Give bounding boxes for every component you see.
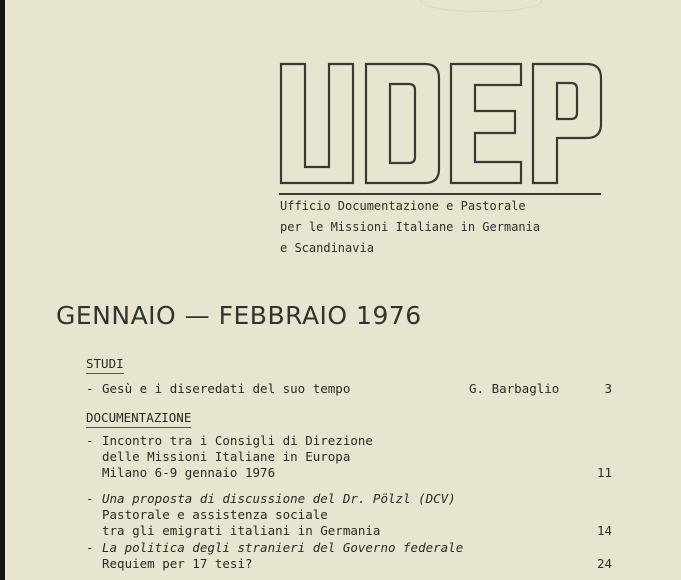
entry-line: Requiem per 17 tesi? — [102, 556, 253, 571]
org-line: Ufficio Documentazione e Pastorale — [280, 199, 526, 213]
entry-page: 24 — [596, 556, 612, 571]
organization-name — [280, 196, 620, 259]
toc-entry: - Una proposta di discussione del Dr. Pölzl (DCV) Pastorale e assistenza sociale tra gli emigrati italiani in Germania 14 — [86, 491, 612, 538]
entry-subtitle: Una proposta di discussione del Dr. Pölzl (DCV) — [102, 491, 456, 506]
scan-border — [0, 0, 5, 580]
entry-line: tra gli emigrati italiani in Germania — [102, 523, 381, 538]
toc-entry: - Gesù e i diseredati del suo tempo G. Barbaglio 3 — [86, 381, 612, 396]
toc-entry: - La politica degli stranieri del Governo federale Requiem per 17 tesi? 24 — [86, 540, 612, 571]
org-line: e Scandinavia — [280, 241, 374, 255]
udep-logo — [279, 62, 607, 200]
entry-line: Incontro tra i Consigli di Direzione — [102, 433, 373, 448]
entry-author: G. Barbaglio — [469, 381, 560, 396]
entry-page: 3 — [604, 381, 612, 396]
entry-page: 14 — [596, 523, 612, 538]
toc-entry: - Incontro tra i Consigli di Direzione delle Missioni Italiane in Europa Milano 6-9 gennaio 1976 11 — [86, 433, 612, 480]
section-studi — [86, 355, 124, 374]
entry-subtitle: La politica degli stranieri del Governo federale — [102, 540, 464, 555]
section-title: DOCUMENTAZIONE — [86, 409, 191, 428]
org-line: per le Missioni Italiane in Germania — [280, 220, 541, 234]
stamp-shadow — [420, 0, 542, 12]
section-title: STUDI — [86, 355, 124, 374]
entry-line: Milano 6-9 gennaio 1976 — [102, 465, 276, 480]
entry-title: Gesù e i diseredati del suo tempo — [102, 381, 351, 396]
section-documentazione — [86, 409, 191, 428]
issue-title: GENNAIO — FEBBRAIO 1976 — [56, 301, 422, 330]
entry-page: 11 — [596, 465, 612, 480]
entry-line: delle Missioni Italiane in Europa — [102, 449, 351, 464]
entry-line: Pastorale e assistenza sociale — [102, 507, 328, 522]
